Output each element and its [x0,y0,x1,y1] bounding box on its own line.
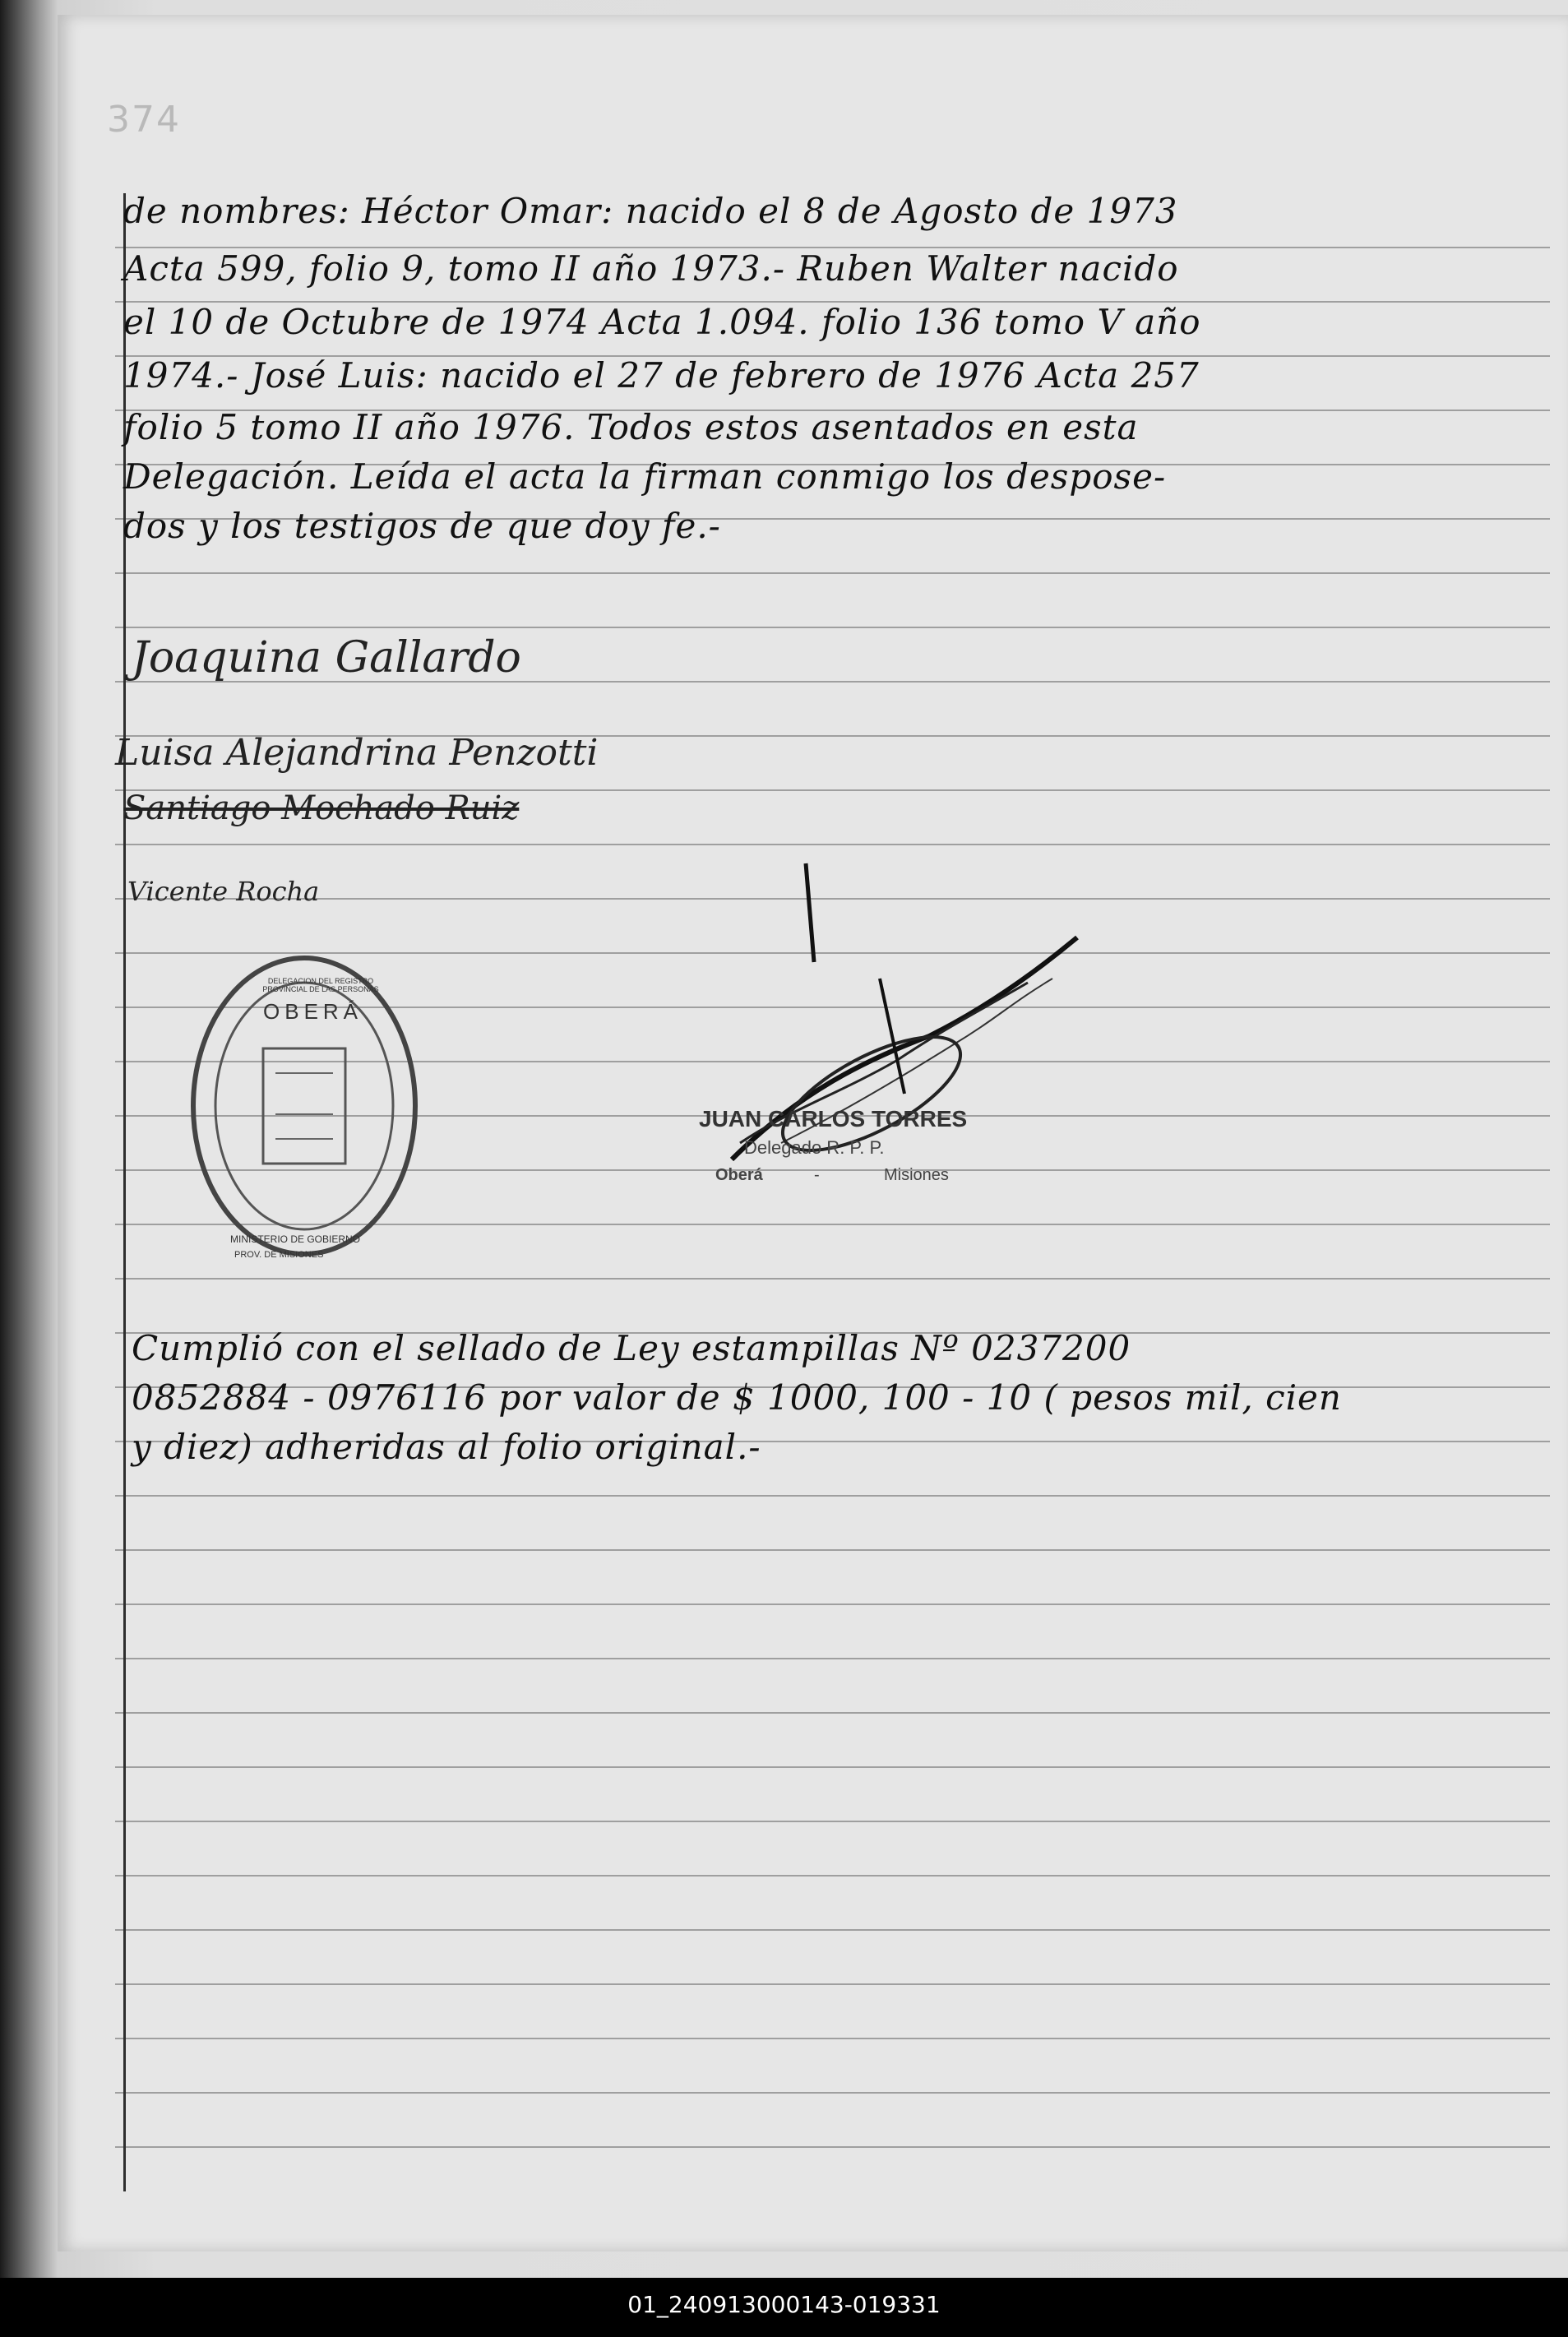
handwritten-line-4: 1974.- José Luis: nacido el 27 de febrero de 1976 Acta 257 [123,355,1200,396]
ruled-line [115,627,1550,628]
seal-bottom-text: PROV. DE MISIONES [234,1250,324,1260]
official-name: JUAN CARLOS TORRES [699,1106,968,1131]
handwritten-line-6: Delegación. Leída el acta la firman conmigo los despose- [123,456,1167,497]
ruled-line [115,1821,1550,1822]
ruled-line [115,1766,1550,1768]
ruled-line [115,2038,1550,2039]
signature-4: Vicente Rocha [127,876,320,907]
footer-id: 01_240913000143-019331 [627,2291,941,2318]
ruled-line [115,2146,1550,2148]
ruled-line [115,1875,1550,1877]
book-spine [0,0,58,2278]
ruled-line [115,1604,1550,1605]
handwritten-line-1: de nombres: Héctor Omar: nacido el 8 de Agosto de 1973 [123,191,1178,231]
signature-1: Joaquina Gallardo [132,633,521,683]
ruled-line [115,1495,1550,1497]
handwritten-line-7: dos y los testigos de que doy fe.- [123,506,721,546]
official-title: Delegado R. P. P. [744,1137,885,1158]
note-line-3: y diez) adheridas al folio original.- [132,1427,761,1467]
handwritten-line-3: el 10 de Octubre de 1974 Acta 1.094. folio 136 tomo V año [123,302,1201,342]
seal-center-text: OBERÁ [263,999,363,1024]
ruled-line [115,1658,1550,1659]
ruled-line [115,1278,1550,1280]
signature-2: Luisa Alejandrina Penzotti [115,732,599,774]
official-place-right: Misiones [884,1166,949,1184]
handwritten-line-2: Acta 599, folio 9, tomo II año 1973.- Ruben Walter nacido [123,248,1179,289]
ruled-line [115,1712,1550,1714]
note-line-1: Cumplió con el sellado de Ley estampillas Nº 0237200 [132,1328,1131,1368]
ruled-line [115,572,1550,574]
seal-middle-text: MINISTERIO DE GOBIERNO [230,1233,361,1245]
official-place-sep: - [814,1166,820,1184]
seal-ring-text: DELEGACION DEL REGISTRO PROVINCIAL DE LAS PERSONAS [262,977,379,993]
note-line-2: 0852884 - 0976116 por valor de $ 1000, 100 - 10 ( pesos mil, cien [132,1377,1342,1418]
ruled-line [115,2092,1550,2094]
signature-3: Santiago Mochado Ruiz [123,789,520,827]
ruled-line [115,1929,1550,1931]
ruled-line [115,844,1550,845]
official-seal [185,950,423,1262]
ruled-line [115,1549,1550,1551]
ruled-line [115,1983,1550,1985]
handwritten-line-5: folio 5 tomo II año 1976. Todos estos asentados en esta [123,407,1139,447]
page-number: 374 [107,99,181,141]
official-place-left: Oberá [715,1166,763,1184]
